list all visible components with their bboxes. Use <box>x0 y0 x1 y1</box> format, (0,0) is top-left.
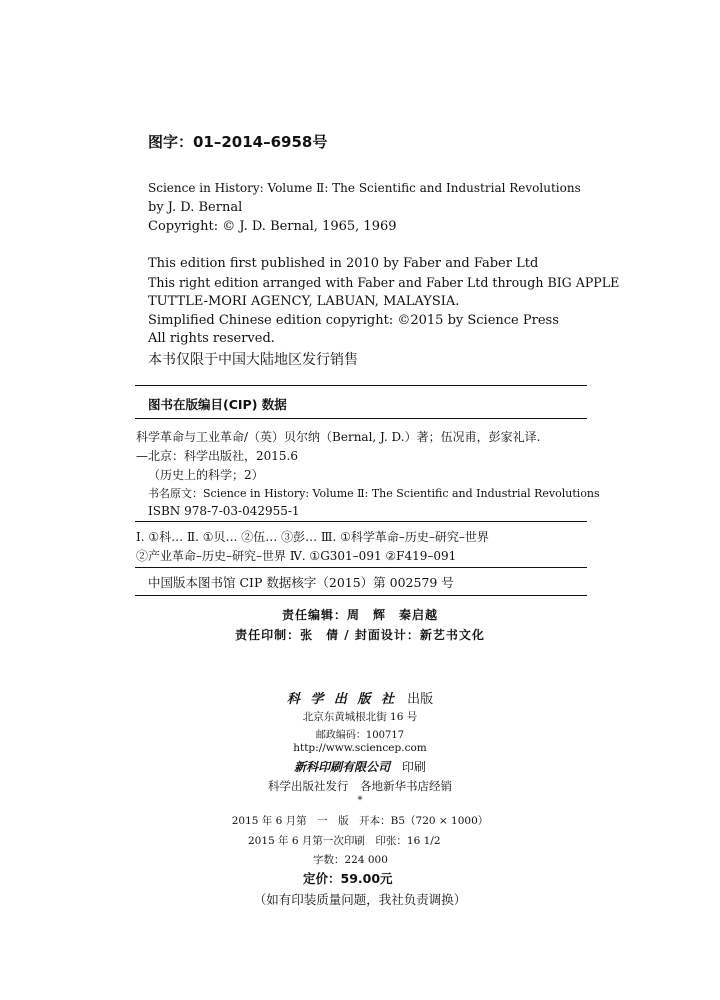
edition-line-3: TUTTLE-MORI AGENCY, LABUAN, MALAYSIA. <box>148 294 460 309</box>
english-title: Science in History: Volume Ⅱ: The Scientific and Industrial Revolutions <box>148 181 581 195</box>
english-author: by J. D. Bernal <box>148 200 243 215</box>
cip-mid-rule <box>135 521 587 522</box>
cip-original-title: 书名原文：Science in History: Volume Ⅱ: The Scientific and Industrial Revolutions <box>148 487 600 500</box>
printer-logo-text: 新科印刷有限公司 <box>294 760 391 774</box>
price: 定价：59.00元 <box>303 871 393 886</box>
quality-notice: （如有印装质量问题，我社负责调换） <box>253 892 467 907</box>
cip-bottom-rule <box>135 595 587 596</box>
cip-lower-rule <box>135 567 587 568</box>
cip-line-3: （历史上的科学；2） <box>148 468 264 482</box>
printer-suffix: 印刷 <box>401 760 426 774</box>
cip-subject-1: Ⅰ. ①科… Ⅱ. ①贝… ②伍… ③彭… Ⅲ. ①科学革命–历史–研究–世界 <box>136 530 489 544</box>
publisher-url: http://www.sciencep.com <box>293 742 427 754</box>
cip-line-1: 科学革命与工业革命/（英）贝尔纳（Bernal, J. D.）著；伍况甫，彭家礼译. <box>136 430 541 444</box>
rights-reserved: All rights reserved. <box>148 331 275 346</box>
separator-star: * <box>357 795 363 806</box>
publisher-postcode: 邮政编码：100717 <box>315 730 405 741</box>
cip-subject-2: ②产业革命–历史–研究–世界 Ⅳ. ①G301–091 ②F419–091 <box>136 549 457 563</box>
cip-heading: 图书在版编目(CIP) 数据 <box>148 397 287 412</box>
cip-top-rule <box>135 385 587 386</box>
publisher-suffix: 出版 <box>407 692 434 707</box>
word-count: 字数：224 000 <box>313 854 388 866</box>
edition-line-2: This right edition arranged with Faber and Faber Ltd through BIG APPLE <box>148 275 620 290</box>
cip-catalog-number: 中国版本图书馆 CIP 数据核字（2015）第 002579 号 <box>148 575 454 590</box>
english-copyright: Copyright: © J. D. Bernal, 1965, 1969 <box>148 219 397 234</box>
distribution-restriction: 本书仅限于中国大陆地区发行销售 <box>148 352 358 368</box>
publisher-address: 北京东黄城根北街 16 号 <box>302 711 418 723</box>
printer-name <box>0 758 720 775</box>
edition-line-1: This edition first published in 2010 by Faber and Faber Ltd <box>148 256 539 271</box>
responsible-editor: 责任编辑：周 辉 秦启越 <box>281 608 438 622</box>
print-and-cover-credits: 责任印制：张 倩 / 封面设计：新艺书文化 <box>235 628 485 642</box>
publisher-name <box>0 688 720 707</box>
cip-line-2: —北京：科学出版社，2015.6 <box>136 449 298 463</box>
printing-info: 2015 年 6 月第一次印刷 印张：16 1/2 <box>248 835 441 847</box>
isbn: ISBN 978-7-03-042955-1 <box>148 504 300 518</box>
copyright-registration: 图字：01–2014–6958号 <box>148 133 328 151</box>
edition-info: 2015 年 6 月第 一 版 开本：B5（720 × 1000） <box>231 815 489 827</box>
cip-heading-rule <box>135 418 587 419</box>
edition-line-4: Simplified Chinese edition copyright: ©2015 by Science Press <box>148 313 559 328</box>
publisher-logo-text: 科 学 出 版 社 <box>286 692 397 707</box>
distribution: 科学出版社发行 各地新华书店经销 <box>268 779 452 793</box>
